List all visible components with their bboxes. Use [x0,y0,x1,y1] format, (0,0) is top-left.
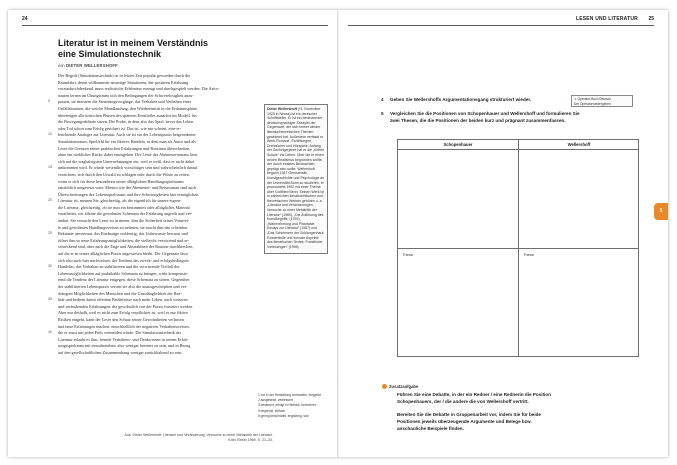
line-number: 30 [48,264,52,269]
infobox-text: (*3. November 1925 in Neuss) ist ein deutscher Schriftsteller. Er ist ein bedeutender deutschsprachiger Essayist der Gegenwart, der sich immer wieder literaturtheoretischen Themen gewidmet hat. Außerdem verfasst er Werk-Romane, Erzählungen, Drehbücher und Hörspiele. Anfang der Sechzigerjahre hat er die „Kölner Schule“ ins Leben. Über die er einen neuen Realismus begründen wollte, der durch exaktes Beobachten geprägt sein sollte. Wellershoff begann 1947 Germanistik, Kunstgeschichte und Psychologie an der Universität Bonn zu studieren, er promovierte 1952 mit einer Thema über Gottfried Benn. Seinen Werk ist in zahlreichen literaturkritischen und -theoretischen Werken gehören u. a. „Literatur und Veränderungen. Versuche zu einer Metakritik der Literatur“ (1969), „Die Auflösung des Kunstbegriffs“ (1976), „Wahrnehmung und Phantasie. Essays zur Literatur“ (1987) und „Das Schimmern der Schlangenhaut. Existentielle und formale Aspekte des literarischen Textes. Frankfurter Vorlesungen“ (1996). [267,107,325,249]
article-line: Risiken eingeht, kann der Leser den Schutz seiner Gewohnheiten verlassen [58,316,184,322]
article-line: rend die Tendenz der Literatur entgegen, diese Schemata zu stören. Gegenüber [58,277,190,283]
operator-reference-line-2: Der Operatorwiedergeben [574,102,611,106]
chapter-tab-marker: 1 [654,203,668,220]
article-line: tatsächlich ausgesetzt wäre. Ebenso wie der Abenteuer- und Reiseroman sind auch [58,185,197,191]
article-line: Handelns, das Verhalten zu stabilisieren und die verwirrende Vielfalt der [58,264,180,270]
article-line: Leser die Grenzen seiner praktischen Erfahrungen und Routinen überschreiten, [58,145,191,151]
infobox-heading: Dieter Wellershoff [267,107,297,111]
task-5 [381,111,580,124]
article-line: leuchtende Analogie zur Literatur. Auch sie ist ein der Lebenspraxis beigeordneter [58,132,196,138]
article-line: Raumfahrt, deren willkommen neuartige Situationen, der positiven Erfahrung [58,79,189,85]
article-line: rungsspielraum mit einzubeziehen, also weniger borniert zu sein, und in Bezug [58,343,191,349]
article-line: Lebensmöglichkeiten auf praktikable Schemata zu bringen, wirkt kompensie- [58,270,189,276]
operator-reference-box[interactable] [571,95,633,107]
article-line: passen, sie meistern die Steuerungsvorgänge, das Verhalten und Verhalten einer [58,99,192,105]
article-line: lität und bedient damit offenbar Bedürfnisse nach mehr Leben, nach weiteren [58,297,188,303]
line-number: 20 [48,198,52,203]
article-body [58,73,258,357]
article-line: verzichten, sich durch den Urwald zu schlagen oder durch die Wüste zu reiten, [58,171,190,177]
article-line: und verändernden Erfahrungen, die gewöhnlich von der Praxis frustriert werden. [58,303,194,309]
article-line: öffnet ihm so neue Erfahrungsmöglichkeiten, die vielleicht verwirrend und er- [58,237,190,243]
book-spread [8,10,668,457]
right-running-title: LESEN UND LITERATUR [575,16,638,22]
task-5-text: Vergleichen Sie die Positionen von Schopenhauer und Wellershoff und formulieren Sie zwei Thesen, die die Positionen der beiden kurz und prägnant zusammenfassen. [390,111,580,123]
article-line: drängten Möglichkeiten des Menschen und die Unzulänglichkeit der Rea- [58,290,182,296]
table-cell-these-right: These [523,252,535,257]
footnote-item: 4 begrenzt, einfach [258,408,286,413]
author-prefix: von [58,63,65,68]
article-title-line-2: eine Simulationstechnik [58,49,162,59]
article-line: vorausdurchdenkend, muss realistische Erlebnisse erzeugt und durchgespielt werden. Die Astro- [58,86,220,92]
author-infobox [264,104,328,254]
article-line: Bekannte unvertraut, das Eindeutige vieldeutig, das Unbewusste bewusst und [58,231,188,237]
article-line: Überschreitungen des Lebensspielraums und ihre Schwierigkeiten hier ermöglichen. [58,191,200,197]
extra-task-heading: Zusatzaufgabe [389,384,419,389]
article-line: sich also auch hier nachweisen: der Tendenz des zweck- und erfolgsbedingten [58,257,189,263]
article-line: ändert. Sie versucht den Leser zu irritieren, ihm die Sicherheit seiner Vorurtei- [58,218,190,224]
footnotes [258,393,338,419]
article-line: nauten lernen im Übungsraum sich den Bedingungen der Schwerelosigkeit anzu- [58,92,194,98]
article-line: die er sonst um jeden Preis vermeiden würde. Die Simulationstechnik der [58,330,182,336]
left-page-number: 24 [22,16,28,22]
task-5-number: 5 [381,111,384,116]
article-source [88,433,273,443]
footnote-item: 1 vor in der Herstellung vorhanden, eingeübt [258,393,321,397]
article-line: Der Begriff (Simulationstechnik) ist in letzter Zeit populär geworden durch die [58,73,191,78]
line-number: 25 [48,231,52,236]
comparison-table [397,139,639,357]
task-4-text: Geben Sie Wellershoffs Argumentationsgang strukturiert wieder. [390,97,532,102]
article-line: Aber nur deshalb, weil es nicht zum Erfolg verpflichtet ist, weil es nur fiktive [58,310,188,316]
extra-task-text-1: Führen Sie eine Debatte, in der ein Redner / eine Rednerin die Position Schopenhauers, der / die andere die von Wellershoff vertritt. [397,392,551,404]
task-4 [381,97,570,104]
table-row-divider [398,248,638,249]
article-line: le und gewohnten Handlungsweisen zu nehmen, sie macht ihm das scheinbar [58,224,188,230]
article-line: überzeugen alle kritischen Phasen des späteren Ernstfalles zunächst im Modell, bis [58,112,197,118]
article-title [58,38,318,60]
source-line-1: Aus: Dieter Wellershoff: Literatur und Veränderung. Versuche zu einer Metakritik der Literatur. [124,433,273,437]
article-line: wenn er sich für diese besonderen seiner alltäglichen Handlungsspielraums [58,178,184,184]
table-cell-these-left: These [402,252,414,257]
page-fold [337,10,339,457]
footnote-item: 3 bestimmt, erfolgt in Hinblick, berechnet [258,403,316,408]
line-number: 10 [48,132,52,137]
source-line-2: Köln/ Berlin 1969, S. 21–23. [228,438,273,442]
article-line: sich auf die waghalsigsten Unternehmungen ein, weil er weiß, dass er nicht dabei [58,158,195,164]
line-number: 5 [48,99,50,104]
article-line: schreckend sind, aber auch die Enge und Abstraktheit der Routine durchbrechen, [58,244,194,250]
article-line: und neue Erfahrungen machen, einschließlich der negativen Verhaltensweisen, [58,323,190,329]
article-line: oder Tod schon zum Erfolg gesichert ist. Das ist, wie mir scheint, eine er- [58,125,182,131]
table-header-schopenhauer: Schopenhauer [443,142,473,147]
article-line: Literatur ist, meinen Sie, gleichzeitig, als die eigentlich für unsere eigene [58,198,181,204]
right-page-number: 25 [648,16,654,22]
table-header-wellershoff: Wellershoff [567,142,591,147]
article-line: auf die er in seiner alltäglichen Praxis angewiesen bleibt. Der Gegensatz lässt [58,251,188,257]
line-number: 35 [48,297,52,302]
operator-reference-title: Operator-Buch Deutsch [577,97,612,101]
article-author [58,63,118,68]
right-page-header [348,15,654,26]
article-title-line-1: Literatur ist in meinem Verständnis [58,38,209,48]
article-line: umkommen wird. Er würde wesentlich vorsichtiger sein und wahrscheinlich darauf [58,165,198,171]
article-line: die Bewegungsabläufe sitzen. Die Probe, in dem also das Spiel, bevor das Leben [58,119,194,125]
extra-task-icon [382,384,387,389]
article-line: ohne ein wirkliches Risiko dabei einzugehen. Der Leser des Abenteuerromans lässt [58,152,198,158]
line-number: 40 [48,330,52,335]
left-page-header [22,15,328,26]
arrow-right-icon: ➜ [574,97,577,101]
article-line: Simulationsraum, Spielfeld für ein fiktives Handeln, in dem man als Autor und als [58,138,196,144]
task-4-number: 4 [381,97,384,102]
line-number: 15 [48,165,52,170]
footnote-item: 5 gering beschränkt, engstirnig, stur [258,413,309,418]
extra-task-text-2: Bereiten Sie die Debatte in Gruppenarbeit vor, indem Sie für beide Positionen jeweils überzeugende Argumente und Belege bzw. anschauliche Beispiele finden. [397,412,541,431]
article-line: verarbeitet, wir alleine die gewohnten Schemata der Erfahrung angreift und ver- [58,211,193,217]
article-line: Unfallsituation, die weiche Mondlandung, den Wiedereintritt in die Erdatmosphäre, [58,105,199,111]
author-name: DIETER WELLERSHOFF [65,63,118,68]
article-line: die Literatur, gleichzeitig, ob sie nun ein bestimmtes oder alltägliches Material [58,204,190,210]
article-line: auf den gesellschaftlichen Zusammenhang weniger zurückhaltend zu sein. [58,349,183,355]
article-line: Literatur erlaubt es ihm, fremde Verhaltens- und Denkweisen in seinen Erfah- [58,336,189,342]
footnote-item: 2 ausgesetzt, verbessert [258,398,293,403]
article-line: der stabilisierten Lebenspraxis vertritt sie also die unausgeschöpften und ver- [58,284,188,289]
